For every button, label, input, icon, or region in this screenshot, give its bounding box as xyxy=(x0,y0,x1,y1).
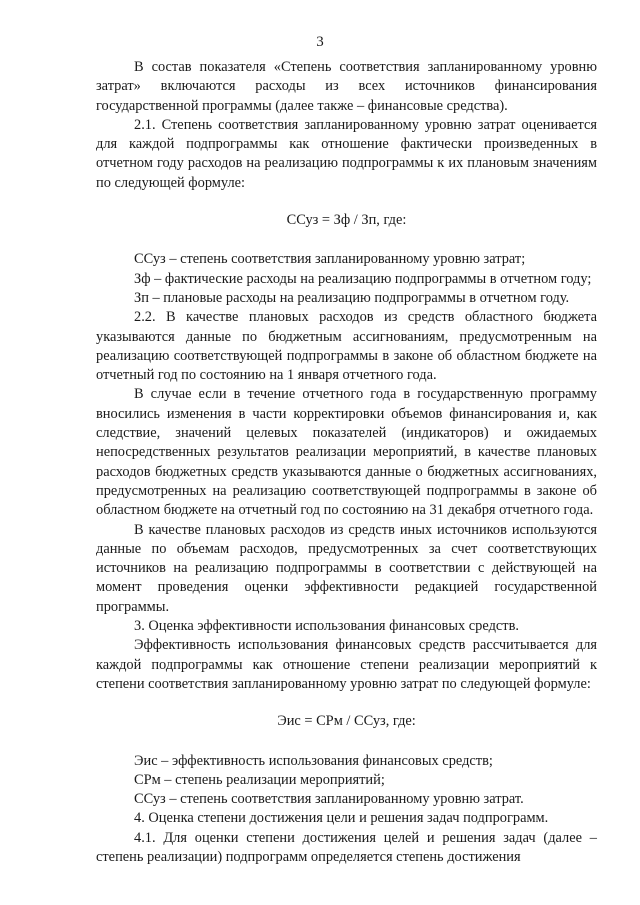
paragraph: 2.1. Степень соответствия запланированному уровню затрат оценивается для каждой подпрограммы как отношение фактически произведенных в отчетном году расходов на реализацию подпрограммы к их плановым значениям по следующей формуле: xyxy=(96,116,597,191)
formula: Эис = СРм / ССуз, где: xyxy=(277,713,416,730)
paragraph: В случае если в течение отчетного года в государственную программу вносились изменения в части корректировки объемов финансирования и, как следствие, значений целевых показателей (индикаторов) и ожидаемых непосредственных результатов реализации мероприятий, в качестве плановых расходов бюджетных средств указываются данные о бюджетных ассигнованиях, предусмотренных на реализацию соответствующей подпрограммы в законе об областном бюджете на отчетный год по состоянию на 31 декабря отчетного года. xyxy=(96,386,597,519)
definition-line: Зф – фактические расходы на реализацию подпрограммы в отчетном году; xyxy=(134,270,592,287)
definition-line: Эис – эффективность использования финансовых средств; xyxy=(134,752,493,769)
section-heading: 4. Оценка степени достижения цели и решения задач подпрограмм. xyxy=(134,810,549,827)
page-number: 3 xyxy=(316,34,324,50)
paragraph: В состав показателя «Степень соответствия запланированному уровню затрат» включаются расходы из всех источников финансирования государственной программы (далее также – финансовые средства). xyxy=(96,59,597,114)
paragraph: 4.1. Для оценки степени достижения целей и решения задач (далее – степень реализации) подпрограмм определяется степень достижения xyxy=(96,829,597,865)
definition-line: Зп – плановые расходы на реализацию подпрограммы в отчетном году. xyxy=(134,289,570,306)
definition-line: ССуз – степень соответствия запланированному уровню затрат. xyxy=(134,791,524,808)
section-heading: 3. Оценка эффективности использования финансовых средств. xyxy=(134,618,519,635)
paragraph: Эффективность использования финансовых средств рассчитывается для каждой подпрограммы как отношение степени реализации мероприятий к степени соответствия запланированному уровню затрат по следующей формуле: xyxy=(96,637,597,692)
paragraph: 2.2. В качестве плановых расходов из средств областного бюджета указываются данные по бюджетным ассигнованиям, предусмотренным на реализацию соответствующей подпрограммы в законе об областном бюджете на отчетный год по состоянию на 1 января отчетного года. xyxy=(96,309,597,384)
paragraph: В качестве плановых расходов из средств иных источников используются данные по объемам расходов, предусмотренных за счет соответствующих источников на реализацию подпрограммы в соответствии с действующей на момент проведения оценки эффективности редакцией государственной программы. xyxy=(96,521,597,615)
formula: ССуз = Зф / Зп, где: xyxy=(286,212,407,229)
definition-line: ССуз – степень соответствия запланированному уровню затрат; xyxy=(134,251,526,268)
definition-line: СРм – степень реализации мероприятий; xyxy=(134,771,385,788)
document-body xyxy=(96,58,597,867)
